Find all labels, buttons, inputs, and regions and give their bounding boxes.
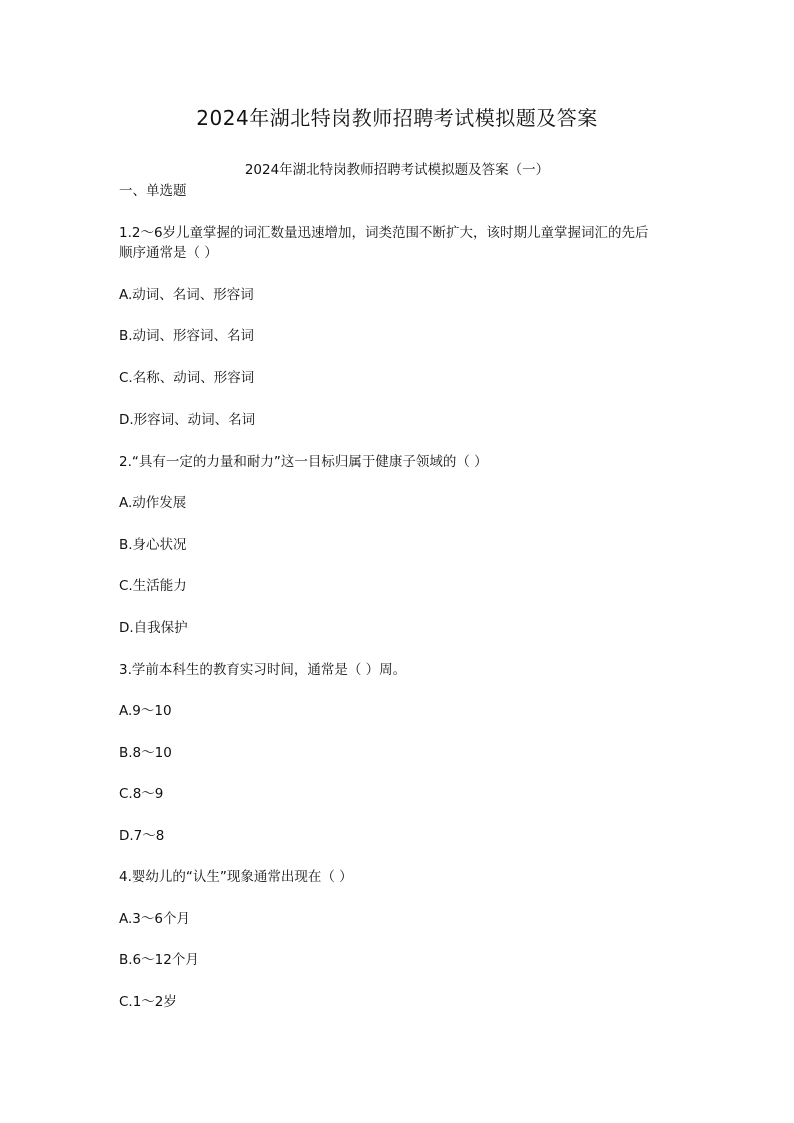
question-3-option-a: A.9～10 <box>119 703 172 719</box>
question-1-stem-line2: 顺序通常是（ ） <box>119 245 218 261</box>
question-2-option-d: D.自我保护 <box>119 620 188 636</box>
question-1-option-c: C.名称、动词、形容词 <box>119 370 255 386</box>
document-subtitle: 2024年湖北特岗教师招聘考试模拟题及答案（一） <box>244 162 550 178</box>
question-2-option-c: C.生活能力 <box>119 578 187 594</box>
question-4-option-a: A.3～6个月 <box>119 911 190 927</box>
question-2-option-a: A.动作发展 <box>119 495 187 511</box>
question-1-option-a: A.动词、名词、形容词 <box>119 287 254 303</box>
question-1-option-b: B.动词、形容词、名词 <box>119 328 255 344</box>
question-2-option-b: B.身心状况 <box>119 537 187 553</box>
question-3-option-c: C.8～9 <box>119 786 164 802</box>
question-3-option-b: B.8～10 <box>119 745 172 761</box>
question-2-stem: 2.“具有一定的力量和耐力”这一目标归属于健康子领域的（ ） <box>119 454 488 470</box>
question-1-option-d: D.形容词、动词、名词 <box>119 412 256 428</box>
question-4-option-b: B.6～12个月 <box>119 952 199 968</box>
question-3-stem: 3.学前本科生的教育实习时间，通常是（ ）周。 <box>119 662 407 678</box>
question-4-stem: 4.婴幼儿的“认生”现象通常出现在（ ） <box>119 869 353 885</box>
question-1-stem-line1: 1.2～6岁儿童掌握的词汇数量迅速增加，词类范围不断扩大，该时期儿童掌握词汇的先后 <box>119 225 649 241</box>
question-3-option-d: D.7～8 <box>119 828 165 844</box>
section-heading: 一、单选题 <box>119 183 187 199</box>
document-title: 2024年湖北特岗教师招聘考试模拟题及答案 <box>196 106 598 130</box>
question-4-option-c: C.1～2岁 <box>119 994 177 1010</box>
